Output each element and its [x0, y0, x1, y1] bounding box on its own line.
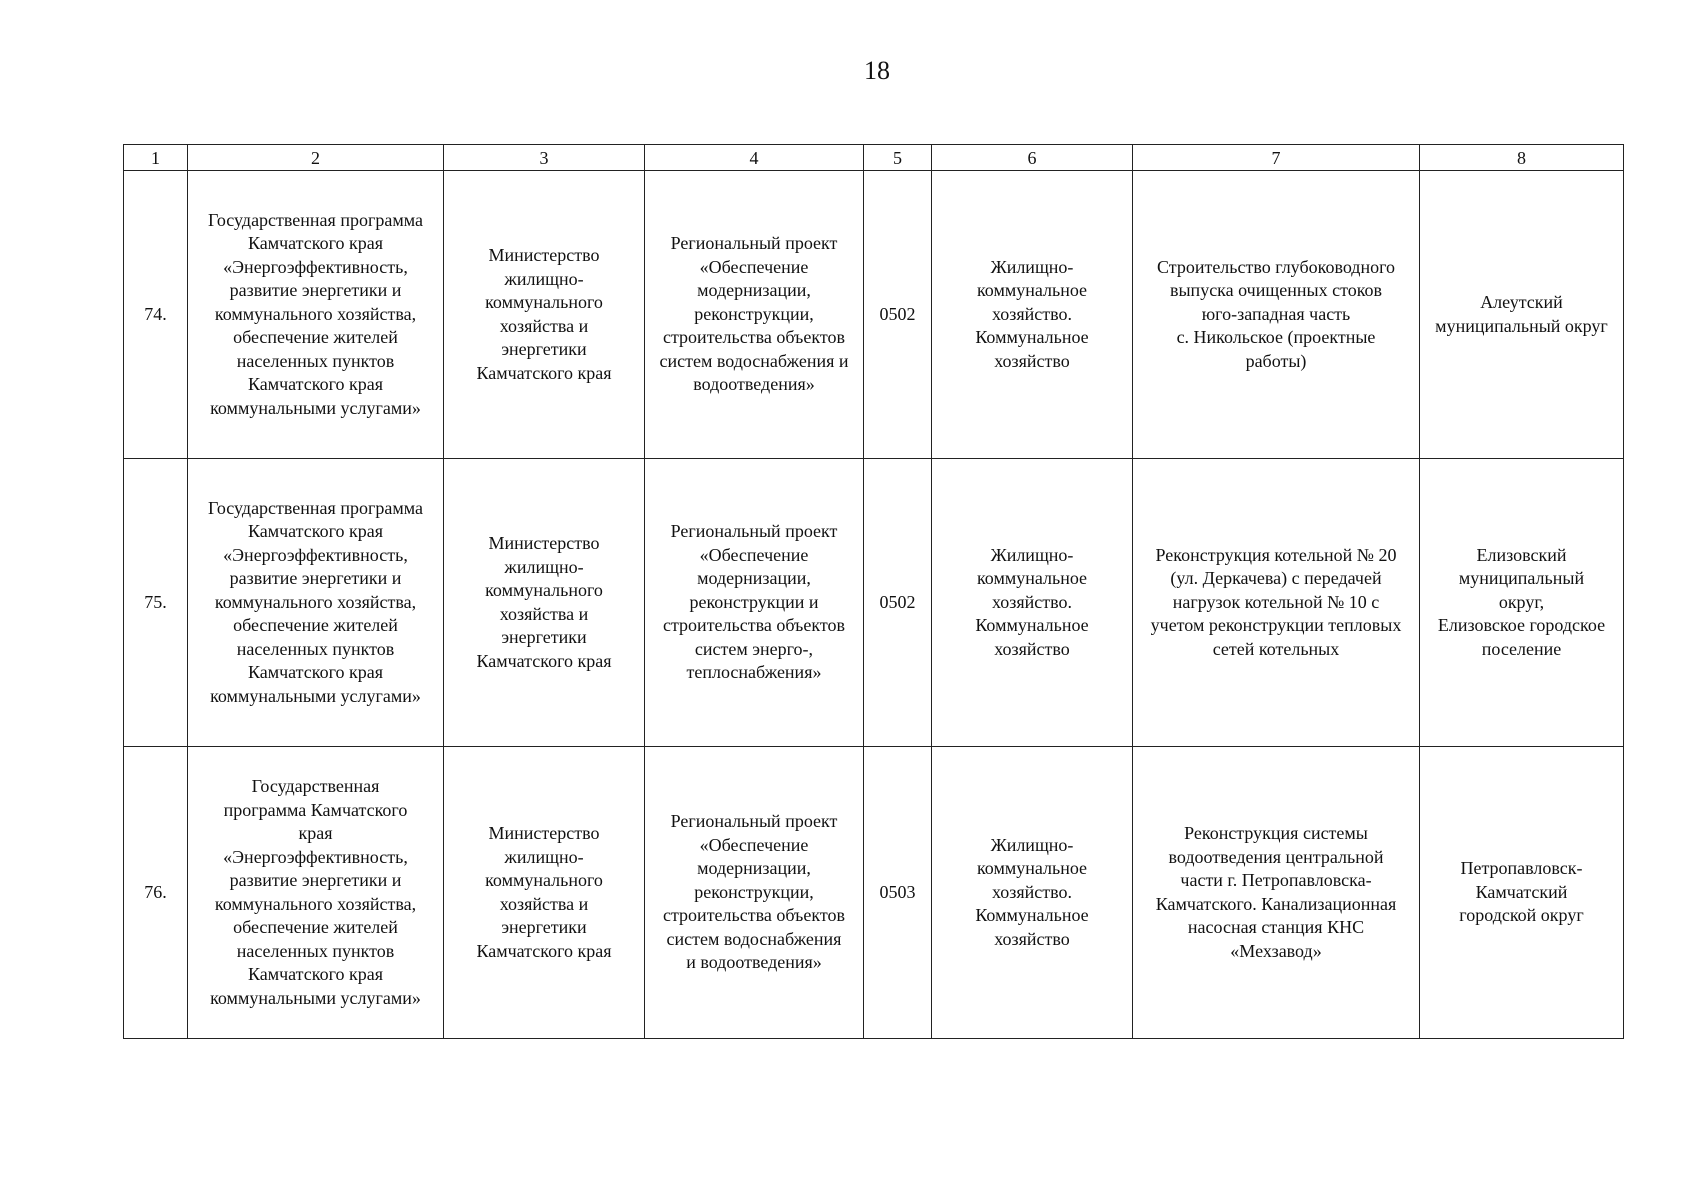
- table-row: [124, 171, 1624, 459]
- section-cell: Жилищно- коммунальное хозяйство. Коммунальное хозяйство: [932, 171, 1133, 459]
- table-row: [124, 459, 1624, 747]
- ministry-cell: Министерство жилищно- коммунального хозяйства и энергетики Камчатского края: [444, 171, 645, 459]
- project-cell: Региональный проект «Обеспечение модернизации, реконструкции, строительства объектов систем водоснабжения и водоотведения»: [645, 171, 864, 459]
- table-row: [124, 747, 1624, 1039]
- row-number: 75.: [124, 459, 188, 747]
- municipality-cell: Елизовский муниципальный округ, Елизовское городское поселение: [1420, 459, 1624, 747]
- project-cell: Региональный проект «Обеспечение модернизации, реконструкции и строительства объектов систем энерго-, теплоснабжения»: [645, 459, 864, 747]
- object-cell: Реконструкция котельной № 20 (ул. Деркачева) с передачей нагрузок котельной № 10 с учетом реконструкции тепловых сетей котельных: [1133, 459, 1420, 747]
- header-cell: 8: [1420, 145, 1624, 171]
- project-cell: Региональный проект «Обеспечение модернизации, реконструкции, строительства объектов систем водоснабжения и водоотведения»: [645, 747, 864, 1039]
- program-cell: Государственная программа Камчатского края «Энергоэффективность, развитие энергетики и коммунального хозяйства, обеспечение жителей населенных пунктов Камчатского края коммунальными услугами»: [188, 747, 444, 1039]
- row-number: 76.: [124, 747, 188, 1039]
- object-cell: Реконструкция системы водоотведения центральной части г. Петропавловска- Камчатского. Канализационная насосная станция КНС «Мехзавод»: [1133, 747, 1420, 1039]
- code-cell: 0502: [864, 459, 932, 747]
- code-cell: 0502: [864, 171, 932, 459]
- header-cell: 1: [124, 145, 188, 171]
- section-cell: Жилищно- коммунальное хозяйство. Коммунальное хозяйство: [932, 459, 1133, 747]
- ministry-cell: Министерство жилищно- коммунального хозяйства и энергетики Камчатского края: [444, 459, 645, 747]
- ministry-cell: Министерство жилищно- коммунального хозяйства и энергетики Камчатского края: [444, 747, 645, 1039]
- header-cell: 7: [1133, 145, 1420, 171]
- header-cell: 4: [645, 145, 864, 171]
- object-cell: Строительство глубоководного выпуска очищенных стоков юго-западная часть с. Никольское (проектные работы): [1133, 171, 1420, 459]
- program-cell: Государственная программа Камчатского края «Энергоэффективность, развитие энергетики и коммунального хозяйства, обеспечение жителей населенных пунктов Камчатского края коммунальными услугами»: [188, 459, 444, 747]
- header-row: [124, 145, 1624, 171]
- municipality-cell: Алеутский муниципальный округ: [1420, 171, 1624, 459]
- projects-table: [123, 144, 1624, 1039]
- section-cell: Жилищно- коммунальное хозяйство. Коммунальное хозяйство: [932, 747, 1133, 1039]
- page-number: 18: [864, 56, 890, 85]
- municipality-cell: Петропавловск- Камчатский городской округ: [1420, 747, 1624, 1039]
- program-cell: Государственная программа Камчатского края «Энергоэффективность, развитие энергетики и коммунального хозяйства, обеспечение жителей населенных пунктов Камчатского края коммунальными услугами»: [188, 171, 444, 459]
- code-cell: 0503: [864, 747, 932, 1039]
- header-cell: 5: [864, 145, 932, 171]
- row-number: 74.: [124, 171, 188, 459]
- header-cell: 2: [188, 145, 444, 171]
- header-cell: 6: [932, 145, 1133, 171]
- header-cell: 3: [444, 145, 645, 171]
